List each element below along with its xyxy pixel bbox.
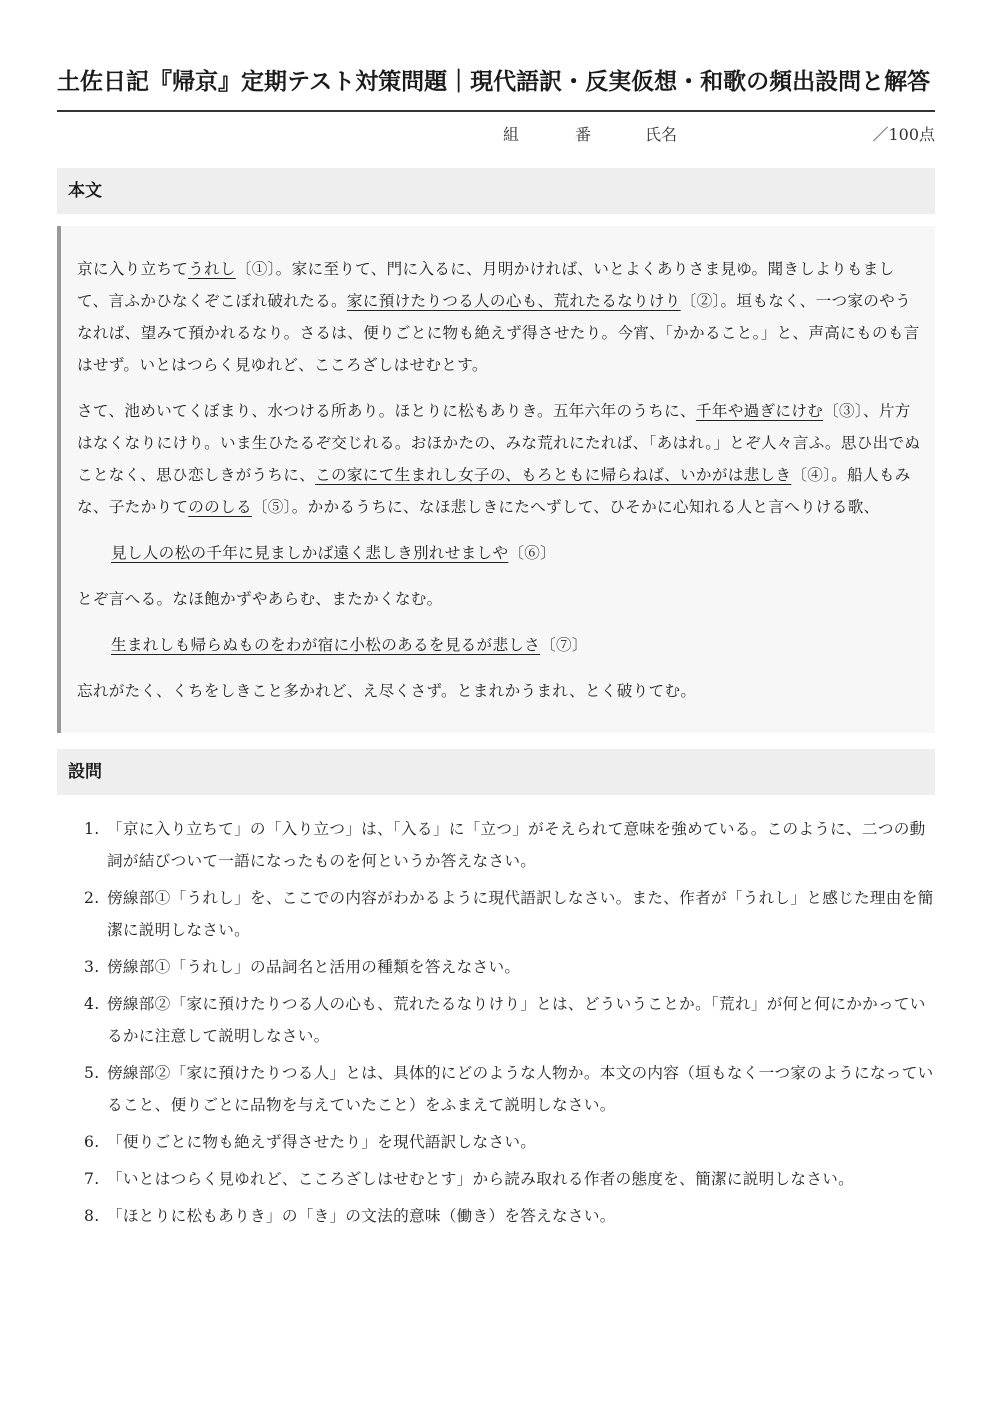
question-item (57, 1200, 935, 1232)
question-number: 5. (84, 1064, 100, 1082)
question-text: 傍線部②「家に預けたりつる人の心も、荒れたるなりけり」とは、どういうことか。「荒れ」が何と何にかかっているかに注意して説明しなさい。 (107, 995, 926, 1045)
question-text: 傍線部②「家に預けたりつる人」とは、具体的にどのような人物か。本文の内容（垣もなく一つ家のようになっていること、便りごとに品物を与えていたこと）をふまえて説明しなさい。 (107, 1064, 934, 1114)
underline-5: ののしる (188, 498, 252, 516)
text-span: 〔⑥〕 (508, 544, 557, 562)
class-label: 組 (503, 125, 520, 144)
question-number: 7. (84, 1170, 100, 1188)
text-paragraph: 忘れがたく、くちをしきこと多かれど、え尽くさず。とまれかうまれ、とく破りてむ。 (77, 682, 697, 700)
waka-2 (77, 629, 921, 661)
text-span: 〔④〕。船人もみな、子たかりて (77, 466, 911, 516)
text-paragraph (77, 395, 921, 523)
text-span: 〔③〕、片方はなくなりにけり。いま生ひたるぞ交じれる。おほかたの、みな荒れにたれば、「あはれ。」とぞ人々言ふ。思ひ出でぬことなく、思ひ恋しきがうちに、 (77, 402, 921, 484)
question-item (57, 882, 935, 946)
underline-1: うれし (188, 260, 236, 278)
question-list (57, 813, 935, 1232)
text-span: 〔①〕。家に至りて、門に入るに、月明かければ、いとよくありさま見ゆ。聞きしよりもまして、言ふかひなくぞこぼれ破れたる。 (77, 260, 895, 310)
waka-1 (77, 537, 921, 569)
text-span: 〔⑦〕 (540, 636, 588, 654)
question-text: 「ほとりに松もありき」の「き」の文法的意味（働き）を答えなさい。 (107, 1207, 616, 1225)
text-span: 〔⑤〕。かかるうちに、なほ悲しきにたへずして、ひそかに心知れる人と言へりける歌、 (251, 498, 880, 516)
question-number: 6. (84, 1133, 100, 1151)
question-item (57, 1163, 935, 1195)
honbun-heading: 本文 (57, 168, 935, 214)
question-number: 2. (84, 889, 100, 907)
page-title: 土佐日記『帰京』定期テスト対策問題｜現代語訳・反実仮想・和歌の頻出設問と解答 (57, 68, 931, 95)
underline-6: 見し人の松の千年に見ましかば遠く悲しき別れせましや (111, 544, 509, 562)
question-text: 「京に入り立ちて」の「入り立つ」は、「入る」に「立つ」がそえられて意味を強めている。このように、二つの動詞が結びついて一語になったものを何というか答えなさい。 (107, 820, 926, 870)
question-number: 8. (84, 1207, 100, 1225)
student-info-row (57, 112, 935, 158)
score-label: ／100点 (872, 125, 935, 144)
text-paragraph: とぞ言へる。なほ飽かずやあらむ、またかくなむ。 (77, 590, 443, 608)
underline-7: 生まれしも帰らぬものをわが宿に小松のあるを見るが悲しさ (111, 636, 541, 654)
underline-4: この家にて生まれし女子の、もろともに帰らねば、いかがは悲しき (315, 466, 792, 484)
question-text: 「いとはつらく見ゆれど、こころざしはせむとす」から読み取れる作者の態度を、簡潔に説明しなさい。 (107, 1170, 855, 1188)
main-text-box (57, 226, 935, 733)
question-number: 4. (84, 995, 100, 1013)
question-number: 1. (84, 820, 100, 838)
question-item (57, 1057, 935, 1121)
setsumon-heading: 設問 (57, 749, 935, 795)
question-item (57, 1126, 935, 1158)
number-label: 番 (575, 125, 592, 144)
question-item (57, 951, 935, 983)
name-label: 氏名 (645, 125, 678, 144)
question-item (57, 988, 935, 1052)
text-span: 〔②〕。垣もなく、一つ家のやうなれば、望みて預かれるなり。さるは、便りごとに物も絶えず得させたり。今宵、「かかること。」と、声高にものも言はせず。いとはつらく見ゆれど、こころざしはせむとす。 (77, 292, 920, 374)
question-text: 傍線部①「うれし」の品詞名と活用の種類を答えなさい。 (107, 958, 521, 976)
question-number: 3. (84, 958, 100, 976)
text-span: 京に入り立ちて (77, 260, 189, 278)
text-span: さて、池めいてくぼまり、水つける所あり。ほとりに松もありき。五年六年のうちに、 (77, 402, 696, 420)
underline-2: 家に預けたりつる人の心も、荒れたるなりけり (346, 292, 681, 310)
question-text: 「便りごとに物も絶えず得させたり」を現代語訳しなさい。 (107, 1133, 537, 1151)
question-item (57, 813, 935, 877)
underline-3: 千年や過ぎにけむ (695, 402, 824, 420)
text-paragraph (77, 253, 921, 381)
question-text: 傍線部①「うれし」を、ここでの内容がわかるように現代語訳しなさい。また、作者が「うれし」と感じた理由を簡潔に説明しなさい。 (107, 889, 934, 939)
